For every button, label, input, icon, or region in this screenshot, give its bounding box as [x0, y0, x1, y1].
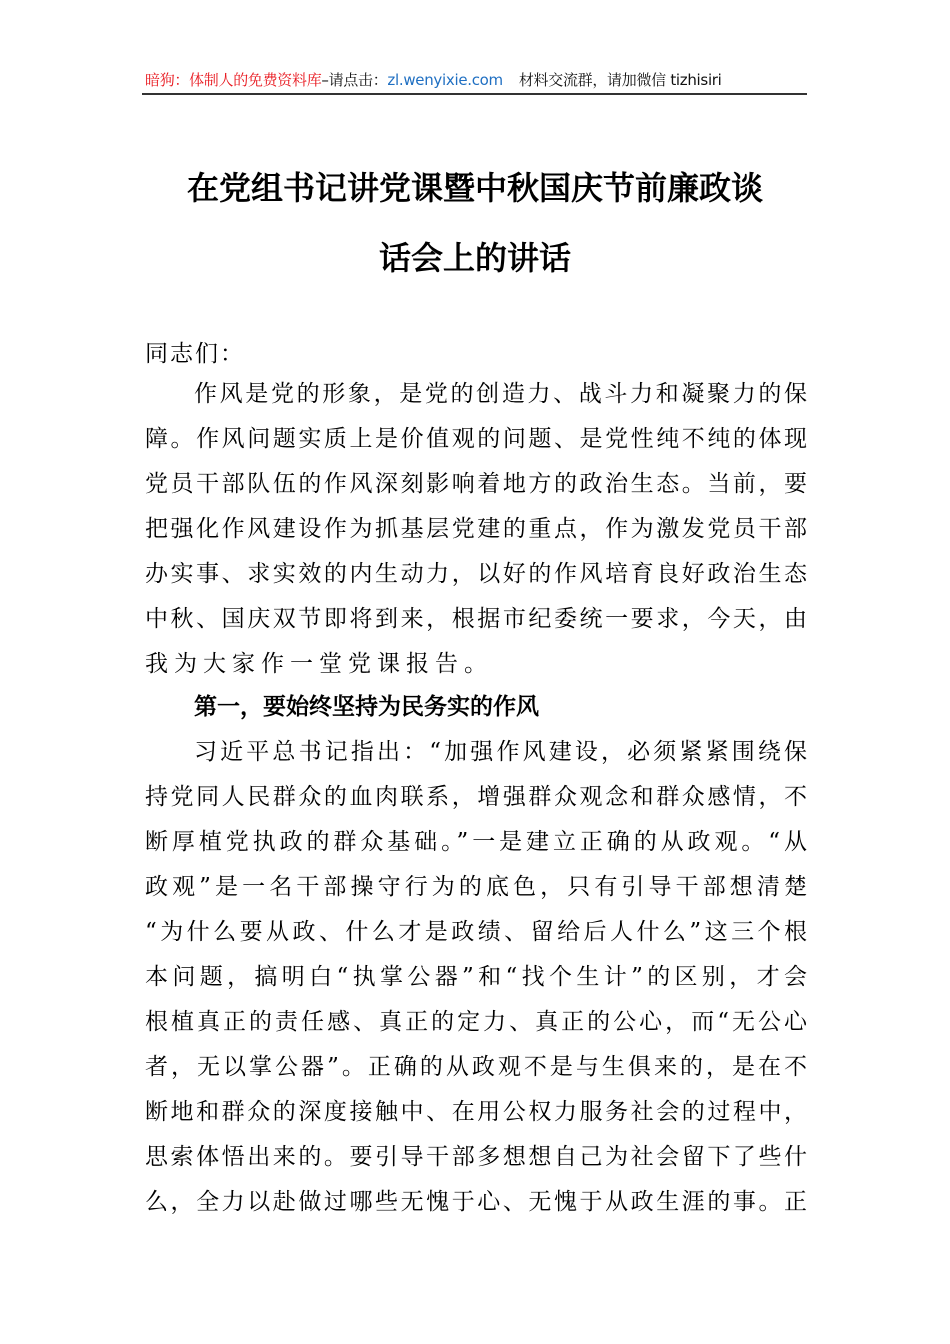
paragraph-line: 作风是党的形象，是党的创造力、战斗力和凝聚力的保: [194, 381, 807, 407]
paragraph-line: 党员干部队伍的作风深刻影响着地方的政治生态。当前，要: [145, 471, 807, 497]
paragraph-line: 我为大家作一堂党课报告。: [145, 651, 493, 677]
section-line: 者，无以掌公器”。正确的从政观不是与生俱来的，是在不: [145, 1054, 807, 1080]
paragraph-line: 中秋、国庆双节即将到来，根据市纪委统一要求，今天，由: [145, 606, 807, 632]
header-click-prompt: –请点击：: [321, 71, 388, 89]
header-link[interactable]: zl.wenyixie.com: [387, 71, 503, 89]
paragraph-line: 办实事、求实效的内生动力，以好的作风培育良好政治生态: [145, 561, 807, 587]
paragraph-line: 障。作风问题实质上是价值观的问题、是党性纯不纯的体现: [145, 426, 807, 452]
section-line: 本问题，搞明白“执掌公器”和“找个生计”的区别，才会: [145, 964, 807, 990]
section-line: 么，全力以赴做过哪些无愧于心、无愧于从政生涯的事。正: [145, 1189, 807, 1215]
header-site-name: 暗狗：体制人的免费资料库: [145, 71, 322, 89]
salutation: 同志们：: [145, 341, 245, 367]
section-line: 断厚植党执政的群众基础。”一是建立正确的从政观。“从: [145, 829, 807, 855]
section-heading: 第一，要始终坚持为民务实的作风: [194, 694, 539, 720]
document-title-line-2: 话会上的讲话: [378, 239, 571, 277]
header-divider: [142, 93, 807, 95]
section-line: 政观”是一名干部操守行为的底色，只有引导干部想清楚: [145, 874, 807, 900]
header-contact: 材料交流群，请加微信 tizhisiri: [518, 71, 722, 89]
document-title-line-1: 在党组书记讲党课暨中秋国庆节前廉政谈: [186, 169, 763, 207]
page-header: [145, 68, 806, 92]
section-line: 根植真正的责任感、真正的定力、真正的公心，而“无公心: [145, 1009, 807, 1035]
section-line: 断地和群众的深度接触中、在用公权力服务社会的过程中，: [145, 1099, 807, 1125]
section-line: “为什么要从政、什么才是政绩、留给后人什么”这三个根: [145, 919, 807, 945]
section-line: 持党同人民群众的血肉联系，增强群众观念和群众感情，不: [145, 784, 807, 810]
paragraph-line: 把强化作风建设作为抓基层党建的重点，作为激发党员干部: [145, 516, 807, 542]
section-line: 习近平总书记指出：“加强作风建设，必须紧紧围绕保: [194, 739, 807, 765]
section-line: 思索体悟出来的。要引导干部多想想自己为社会留下了些什: [145, 1144, 807, 1170]
